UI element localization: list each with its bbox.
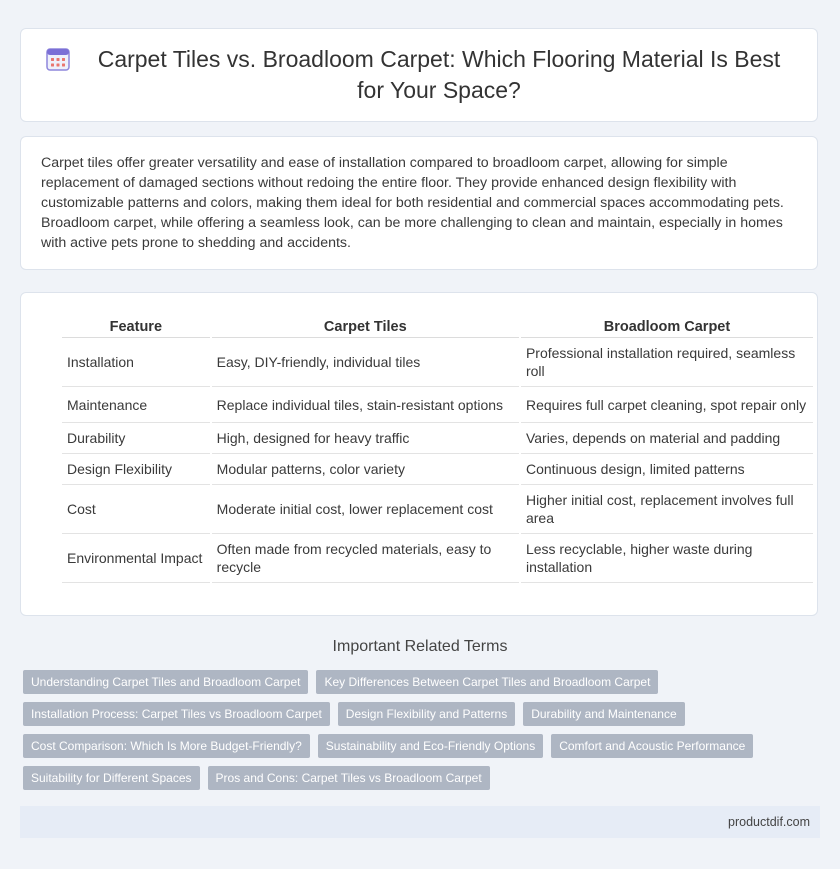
- footer-site-name[interactable]: productdif.com: [728, 815, 810, 829]
- title-wrap: [45, 44, 793, 106]
- table-cell-broadloom: Continuous design, limited patterns: [521, 454, 813, 485]
- related-term-tag[interactable]: Installation Process: Carpet Tiles vs Broadloom Carpet: [23, 702, 330, 726]
- table-row: [62, 534, 813, 583]
- related-term-tag[interactable]: Understanding Carpet Tiles and Broadloom Carpet: [23, 670, 308, 694]
- related-term-tag[interactable]: Cost Comparison: Which Is More Budget-Friendly?: [23, 734, 310, 758]
- page-title: Carpet Tiles vs. Broadloom Carpet: Which Flooring Material Is Best for Your Space?: [97, 46, 781, 103]
- table-cell-tiles: Easy, DIY-friendly, individual tiles: [212, 338, 519, 387]
- table-cell-feature: Cost: [62, 485, 210, 534]
- table-cell-feature: Maintenance: [62, 387, 210, 423]
- table-cell-tiles: Modular patterns, color variety: [212, 454, 519, 485]
- table-header-row: [62, 311, 813, 338]
- table-cell-feature: Environmental Impact: [62, 534, 210, 583]
- related-term-tag[interactable]: Pros and Cons: Carpet Tiles vs Broadloom Carpet: [208, 766, 490, 790]
- related-term-tag[interactable]: Sustainability and Eco-Friendly Options: [318, 734, 543, 758]
- table-cell-broadloom: Requires full carpet cleaning, spot repair only: [521, 387, 813, 423]
- table-row: [62, 423, 813, 454]
- intro-paragraph: Carpet tiles offer greater versatility and ease of installation compared to broadloom carpet, allowing for simple replacement of damaged sections without redoing the entire floor. They provide enhanced design flexibility with customizable patterns and colors, making them ideal for both residential and commercial spaces accommodating pets. Broadloom carpet, while offering a seamless look, can be more challenging to clean and maintain, especially in homes with active pets prone to shedding and accidents.: [41, 155, 784, 251]
- table-row: [62, 338, 813, 387]
- footer: [20, 806, 820, 838]
- table-cell-broadloom: Professional installation required, seamless roll: [521, 338, 813, 387]
- table-cell-tiles: Often made from recycled materials, easy to recycle: [212, 534, 519, 583]
- calendar-grid-icon: [45, 46, 71, 72]
- table-row: [62, 485, 813, 534]
- table-cell-tiles: Replace individual tiles, stain-resistant options: [212, 387, 519, 423]
- table-cell-broadloom: Higher initial cost, replacement involves full area: [521, 485, 813, 534]
- table-cell-broadloom: Varies, depends on material and padding: [521, 423, 813, 454]
- table-cell-feature: Installation: [62, 338, 210, 387]
- table-cell-tiles: High, designed for heavy traffic: [212, 423, 519, 454]
- comparison-card: [20, 292, 818, 616]
- intro-card: [20, 136, 818, 270]
- related-term-tag[interactable]: Durability and Maintenance: [523, 702, 684, 726]
- header-broadloom-carpet: Broadloom Carpet: [521, 311, 813, 338]
- title-card: [20, 28, 818, 122]
- table-row: [62, 387, 813, 423]
- header-feature: Feature: [62, 311, 210, 338]
- related-term-tag[interactable]: Design Flexibility and Patterns: [338, 702, 515, 726]
- table-cell-tiles: Moderate initial cost, lower replacement cost: [212, 485, 519, 534]
- related-term-tag[interactable]: Comfort and Acoustic Performance: [551, 734, 753, 758]
- related-terms-list: [23, 670, 813, 790]
- table-cell-broadloom: Less recyclable, higher waste during installation: [521, 534, 813, 583]
- header-carpet-tiles: Carpet Tiles: [212, 311, 519, 338]
- table-cell-feature: Durability: [62, 423, 210, 454]
- table-cell-feature: Design Flexibility: [62, 454, 210, 485]
- table-row: [62, 454, 813, 485]
- related-term-tag[interactable]: Key Differences Between Carpet Tiles and Broadloom Carpet: [316, 670, 658, 694]
- comparison-table: [60, 311, 815, 583]
- related-term-tag[interactable]: Suitability for Different Spaces: [23, 766, 200, 790]
- related-terms-heading: Important Related Terms: [332, 638, 508, 655]
